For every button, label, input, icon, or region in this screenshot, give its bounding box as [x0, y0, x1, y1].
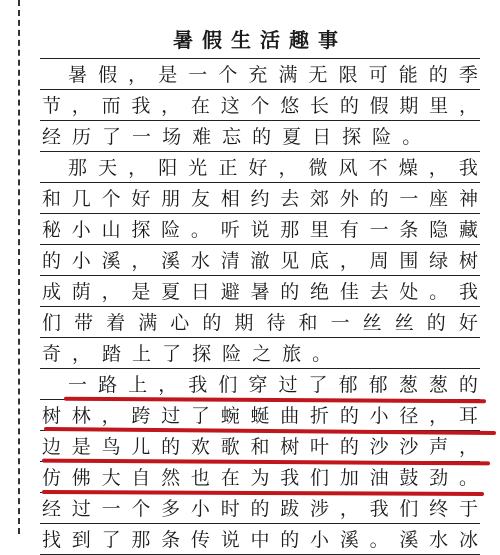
essay-body: [40, 59, 480, 555]
character: 去: [280, 188, 300, 210]
character: 在: [220, 467, 240, 489]
character: 探: [342, 126, 362, 148]
character: 个: [250, 95, 270, 117]
character: 能: [398, 64, 418, 86]
character: 旅: [282, 343, 302, 365]
character: 好: [131, 188, 151, 210]
character: 几: [71, 188, 91, 210]
character: 个: [131, 498, 151, 520]
character: 冰: [458, 529, 478, 551]
character: 一: [399, 188, 419, 210]
character: 了: [101, 529, 121, 551]
character: 的: [426, 312, 446, 334]
character: 径: [399, 405, 419, 427]
character: 限: [338, 64, 358, 86]
text-line: [40, 338, 480, 369]
character: 们: [42, 312, 62, 334]
character: 我: [458, 281, 478, 303]
character: 无: [308, 64, 328, 86]
character: ，: [429, 405, 449, 427]
character: 处: [399, 281, 419, 303]
character: 见: [280, 250, 300, 272]
character: 是: [158, 64, 178, 86]
text-line: [40, 183, 480, 214]
character: 溪: [161, 250, 181, 272]
character: 绝: [310, 281, 330, 303]
character: 的: [250, 498, 270, 520]
character: 的: [458, 374, 478, 396]
character: 终: [429, 498, 449, 520]
character: 的: [280, 529, 300, 551]
character: 满: [138, 312, 158, 334]
character: 一: [101, 498, 121, 520]
character: 正: [218, 157, 238, 179]
character: ，: [161, 95, 181, 117]
character: 佳: [339, 281, 359, 303]
text-line: [40, 59, 480, 90]
character: 声: [429, 436, 449, 458]
character: 充: [248, 64, 268, 86]
character: 仿: [42, 467, 62, 489]
character: 林: [71, 405, 91, 427]
character: 是: [131, 281, 151, 303]
text-line: [40, 369, 480, 400]
character: 的: [42, 250, 62, 272]
character: 条: [161, 529, 181, 551]
character: 可: [368, 64, 388, 86]
character: ，: [101, 405, 121, 427]
character: 传: [190, 529, 210, 551]
character: ，: [158, 374, 178, 396]
character: 。: [429, 281, 449, 303]
character: 说: [250, 219, 270, 241]
character: 鼓: [399, 467, 419, 489]
text-line: [40, 524, 480, 555]
character: 经: [42, 126, 62, 148]
character: 郊: [310, 188, 330, 210]
character: 约: [250, 188, 270, 210]
character: 那: [131, 529, 151, 551]
character: 满: [278, 64, 298, 86]
character: 日: [312, 126, 332, 148]
character: ，: [458, 436, 478, 458]
character: 叶: [310, 436, 330, 458]
character: 听: [220, 219, 240, 241]
character: 沙: [369, 436, 389, 458]
character: 我: [458, 157, 478, 179]
character: 是: [71, 436, 91, 458]
character: 的: [339, 436, 359, 458]
character: 一: [132, 126, 152, 148]
character: ，: [71, 95, 91, 117]
character: 路: [98, 374, 118, 396]
character: 荫: [71, 281, 91, 303]
character: 。: [402, 126, 422, 148]
character: 边: [42, 436, 62, 458]
character: 待: [266, 312, 286, 334]
character: 的: [202, 312, 222, 334]
character: 长: [310, 95, 330, 117]
character: 之: [252, 343, 272, 365]
character: 里: [429, 95, 449, 117]
character: ，: [339, 250, 359, 272]
character: 座: [429, 188, 449, 210]
character: 中: [250, 529, 270, 551]
character: 山: [101, 219, 121, 241]
character: ，: [72, 343, 92, 365]
character: 蜒: [250, 405, 270, 427]
character: 的: [339, 95, 359, 117]
character: 秘: [42, 219, 62, 241]
character: 小: [71, 219, 91, 241]
character: 的: [339, 405, 359, 427]
character: 我: [280, 467, 300, 489]
character: 过: [278, 374, 298, 396]
essay-title: 暑假生活趣事: [173, 27, 347, 52]
character: 在: [190, 95, 210, 117]
text-line: [40, 121, 480, 152]
character: 劲: [429, 467, 449, 489]
character: 底: [310, 250, 330, 272]
text-line: [40, 152, 480, 183]
character: 外: [339, 188, 359, 210]
character: 去: [369, 281, 389, 303]
text-line: [40, 214, 480, 245]
character: 险: [161, 219, 181, 241]
character: 我: [131, 95, 151, 117]
character: 光: [188, 157, 208, 179]
character: 小: [190, 498, 210, 520]
character: 们: [310, 467, 330, 489]
character: 树: [42, 405, 62, 427]
character: 经: [42, 498, 62, 520]
handwritten-essay-sheet: [40, 18, 480, 555]
character: 个: [218, 64, 238, 86]
character: 葱: [398, 374, 418, 396]
character: 一: [188, 64, 208, 86]
character: 一: [68, 374, 88, 396]
text-line: [40, 462, 480, 493]
character: 夏: [282, 126, 302, 148]
character: 沙: [399, 436, 419, 458]
character: 天: [98, 157, 118, 179]
character: 丝: [362, 312, 382, 334]
character: ，: [428, 157, 448, 179]
character: 期: [399, 95, 419, 117]
character: 鸟: [101, 436, 121, 458]
character: 大: [101, 467, 121, 489]
character: 一: [369, 219, 389, 241]
character: 欢: [190, 436, 210, 458]
character: 找: [42, 529, 62, 551]
character: 们: [218, 374, 238, 396]
character: 一: [330, 312, 350, 334]
character: 。: [190, 219, 210, 241]
character: 和: [42, 188, 62, 210]
character: 假: [369, 95, 389, 117]
character: 自: [131, 467, 151, 489]
character: 悠: [280, 95, 300, 117]
character: 为: [250, 467, 270, 489]
character: 郁: [368, 374, 388, 396]
character: 暑: [250, 281, 270, 303]
character: 夏: [161, 281, 181, 303]
character: 的: [428, 64, 448, 86]
character: 踏: [102, 343, 122, 365]
character: 加: [339, 467, 359, 489]
character: 探: [192, 343, 212, 365]
character: 溪: [339, 529, 359, 551]
character: 蜿: [220, 405, 240, 427]
character: 探: [131, 219, 151, 241]
character: 个: [101, 188, 121, 210]
character: 有: [339, 219, 359, 241]
character: 过: [161, 405, 181, 427]
character: 隐: [429, 219, 449, 241]
character: 的: [369, 188, 389, 210]
character: 燥: [398, 157, 418, 179]
character: 了: [308, 374, 328, 396]
character: 折: [310, 405, 330, 427]
character: 里: [310, 219, 330, 241]
character: 了: [162, 343, 182, 365]
character: 歌: [220, 436, 240, 458]
character: 节: [42, 95, 62, 117]
character: 的: [280, 281, 300, 303]
character: 场: [162, 126, 182, 148]
character: 相: [220, 188, 240, 210]
character: 期: [234, 312, 254, 334]
character: 油: [369, 467, 389, 489]
character: 小: [71, 250, 91, 272]
character: 朋: [161, 188, 181, 210]
character: 溪: [101, 250, 121, 272]
character: 们: [399, 498, 419, 520]
character: 澈: [250, 250, 270, 272]
character: 藏: [458, 219, 478, 241]
character: 。: [369, 529, 389, 551]
character: 假: [98, 64, 118, 86]
character: 暑: [68, 64, 88, 86]
character: 围: [399, 250, 419, 272]
character: 树: [280, 436, 300, 458]
character: 和: [250, 436, 270, 458]
text-line: [40, 493, 480, 524]
character: 曲: [280, 405, 300, 427]
text-line: [40, 276, 480, 307]
character: 说: [220, 529, 240, 551]
character: 我: [369, 498, 389, 520]
character: 好: [248, 157, 268, 179]
character: 到: [71, 529, 91, 551]
character: 穿: [248, 374, 268, 396]
character: 水: [429, 529, 449, 551]
character: 微: [308, 157, 328, 179]
character: 避: [220, 281, 240, 303]
character: 绿: [429, 250, 449, 272]
character: 也: [190, 467, 210, 489]
character: 忘: [222, 126, 242, 148]
character: 险: [222, 343, 242, 365]
text-line: [40, 431, 480, 462]
character: 跨: [131, 405, 151, 427]
character: 友: [190, 188, 210, 210]
character: 溪: [399, 529, 419, 551]
text-line: [40, 90, 480, 121]
character: 好: [458, 312, 478, 334]
text-line: [40, 400, 480, 431]
character: 于: [458, 498, 478, 520]
character: 心: [170, 312, 190, 334]
character: 神: [458, 188, 478, 210]
character: 奇: [42, 343, 62, 365]
character: ，: [128, 157, 148, 179]
margin-dashed-line: [18, 0, 20, 534]
character: 时: [220, 498, 240, 520]
character: 上: [128, 374, 148, 396]
character: 了: [190, 405, 210, 427]
character: 佛: [71, 467, 91, 489]
character: 小: [310, 529, 330, 551]
character: 难: [192, 126, 212, 148]
character: 过: [71, 498, 91, 520]
text-line: [40, 307, 480, 338]
title-row: [40, 18, 480, 59]
character: ，: [278, 157, 298, 179]
character: 周: [369, 250, 389, 272]
character: ，: [131, 250, 151, 272]
character: 。: [458, 467, 478, 489]
character: 着: [106, 312, 126, 334]
character: 的: [161, 436, 181, 458]
character: 小: [369, 405, 389, 427]
text-line: [40, 245, 480, 276]
character: 风: [338, 157, 358, 179]
character: 了: [102, 126, 122, 148]
character: 的: [252, 126, 272, 148]
character: 。: [312, 343, 332, 365]
character: 儿: [131, 436, 151, 458]
character: 这: [220, 95, 240, 117]
character: 不: [368, 157, 388, 179]
character: 而: [101, 95, 121, 117]
character: 历: [72, 126, 92, 148]
character: 日: [190, 281, 210, 303]
character: 丝: [394, 312, 414, 334]
character: 险: [372, 126, 392, 148]
character: 然: [161, 467, 181, 489]
character: 季: [458, 64, 478, 86]
character: 葱: [428, 374, 448, 396]
character: 耳: [458, 405, 478, 427]
character: 条: [399, 219, 419, 241]
character: ，: [339, 498, 359, 520]
character: 郁: [338, 374, 358, 396]
character: ，: [101, 281, 121, 303]
character: 带: [74, 312, 94, 334]
character: 上: [132, 343, 152, 365]
character: 我: [188, 374, 208, 396]
character: 和: [298, 312, 318, 334]
character: 那: [280, 219, 300, 241]
character: 多: [161, 498, 181, 520]
character: 成: [42, 281, 62, 303]
character: ，: [458, 95, 478, 117]
character: 阳: [158, 157, 178, 179]
character: 清: [220, 250, 240, 272]
character: 涉: [310, 498, 330, 520]
character: ，: [128, 64, 148, 86]
character: 树: [458, 250, 478, 272]
character: 水: [190, 250, 210, 272]
character: 跋: [280, 498, 300, 520]
character: 那: [68, 157, 88, 179]
